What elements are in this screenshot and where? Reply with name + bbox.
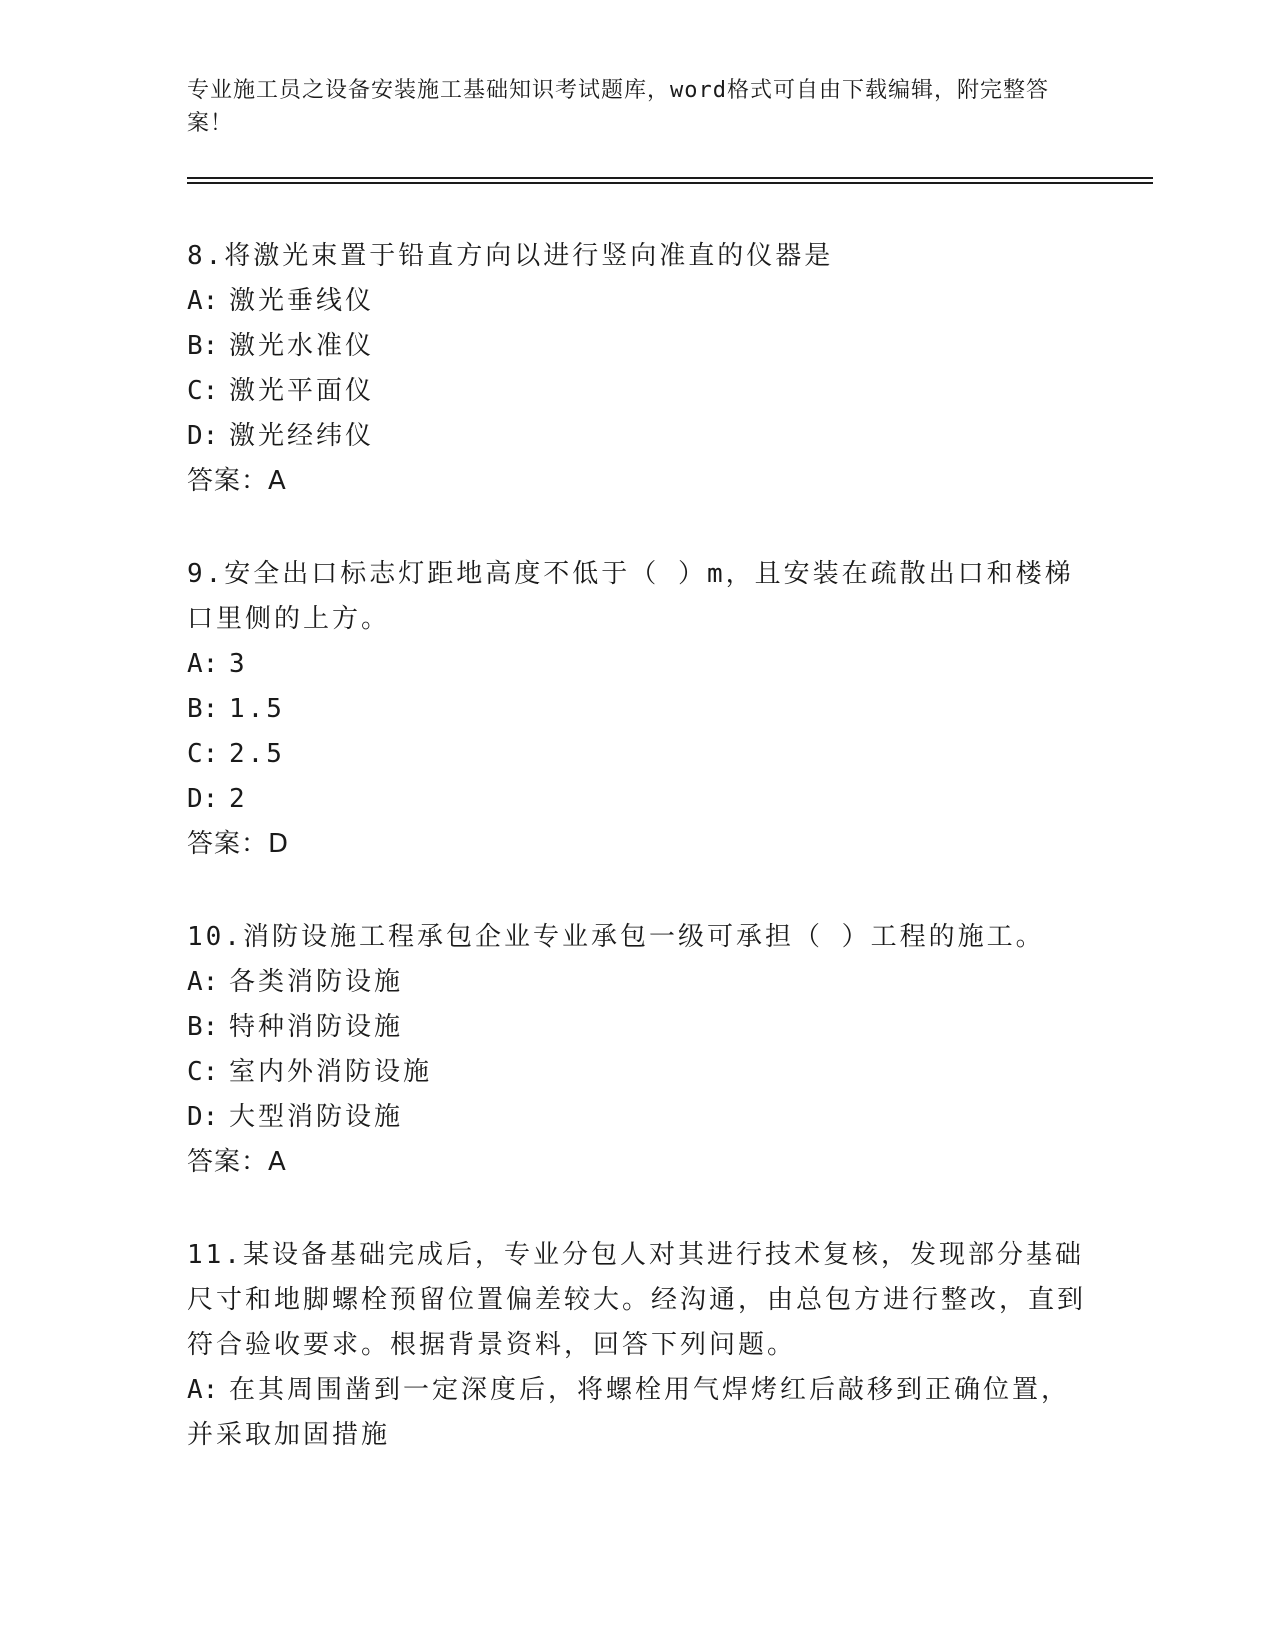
question-9	[187, 552, 1087, 867]
option-b: B: 特种消防设施	[187, 1012, 404, 1042]
option-a: A: 在其周围凿到一定深度后，将螺栓用气焊烤红后敲移到正确位置，并采取加固措施	[187, 1375, 1071, 1450]
option-a: A: 激光垂线仪	[187, 286, 375, 316]
header-text: 专业施工员之设备安装施工基础知识考试题库，word格式可自由下载编辑，附完整答案！	[187, 78, 1049, 136]
question-title: 9.安全出口标志灯距地高度不低于（ ）m，且安装在疏散出口和楼梯口里侧的上方。	[187, 559, 1074, 634]
option-b: B: 1.5	[187, 694, 285, 724]
option-c: C: 2.5	[187, 739, 285, 769]
option-d: D: 2	[187, 784, 248, 814]
option-d: D: 激光经纬仪	[187, 421, 375, 451]
option-a: A: 3	[187, 649, 248, 679]
header-divider-top	[187, 177, 1153, 179]
question-title: 8.将激光束置于铅直方向以进行竖向准直的仪器是	[187, 241, 834, 271]
answer: 答案：A	[187, 1147, 287, 1177]
option-a: A: 各类消防设施	[187, 967, 404, 997]
header-divider-bottom	[187, 182, 1153, 184]
answer: 答案：D	[187, 829, 290, 859]
option-d: D: 大型消防设施	[187, 1102, 404, 1132]
option-c: C: 室内外消防设施	[187, 1057, 433, 1087]
answer: 答案：A	[187, 466, 287, 496]
question-10	[187, 915, 1087, 1185]
question-11	[187, 1233, 1087, 1458]
document-header	[187, 74, 1067, 140]
question-title: 11.某设备基础完成后，专业分包人对其进行技术复核，发现部分基础尺寸和地脚螺栓预留位置偏差较大。经沟通，由总包方进行整改，直到符合验收要求。根据背景资料，回答下列问题。	[187, 1240, 1087, 1360]
option-b: B: 激光水准仪	[187, 331, 375, 361]
question-8	[187, 234, 1087, 504]
question-title: 10.消防设施工程承包企业专业承包一级可承担（ ）工程的施工。	[187, 922, 1045, 952]
option-c: C: 激光平面仪	[187, 376, 375, 406]
